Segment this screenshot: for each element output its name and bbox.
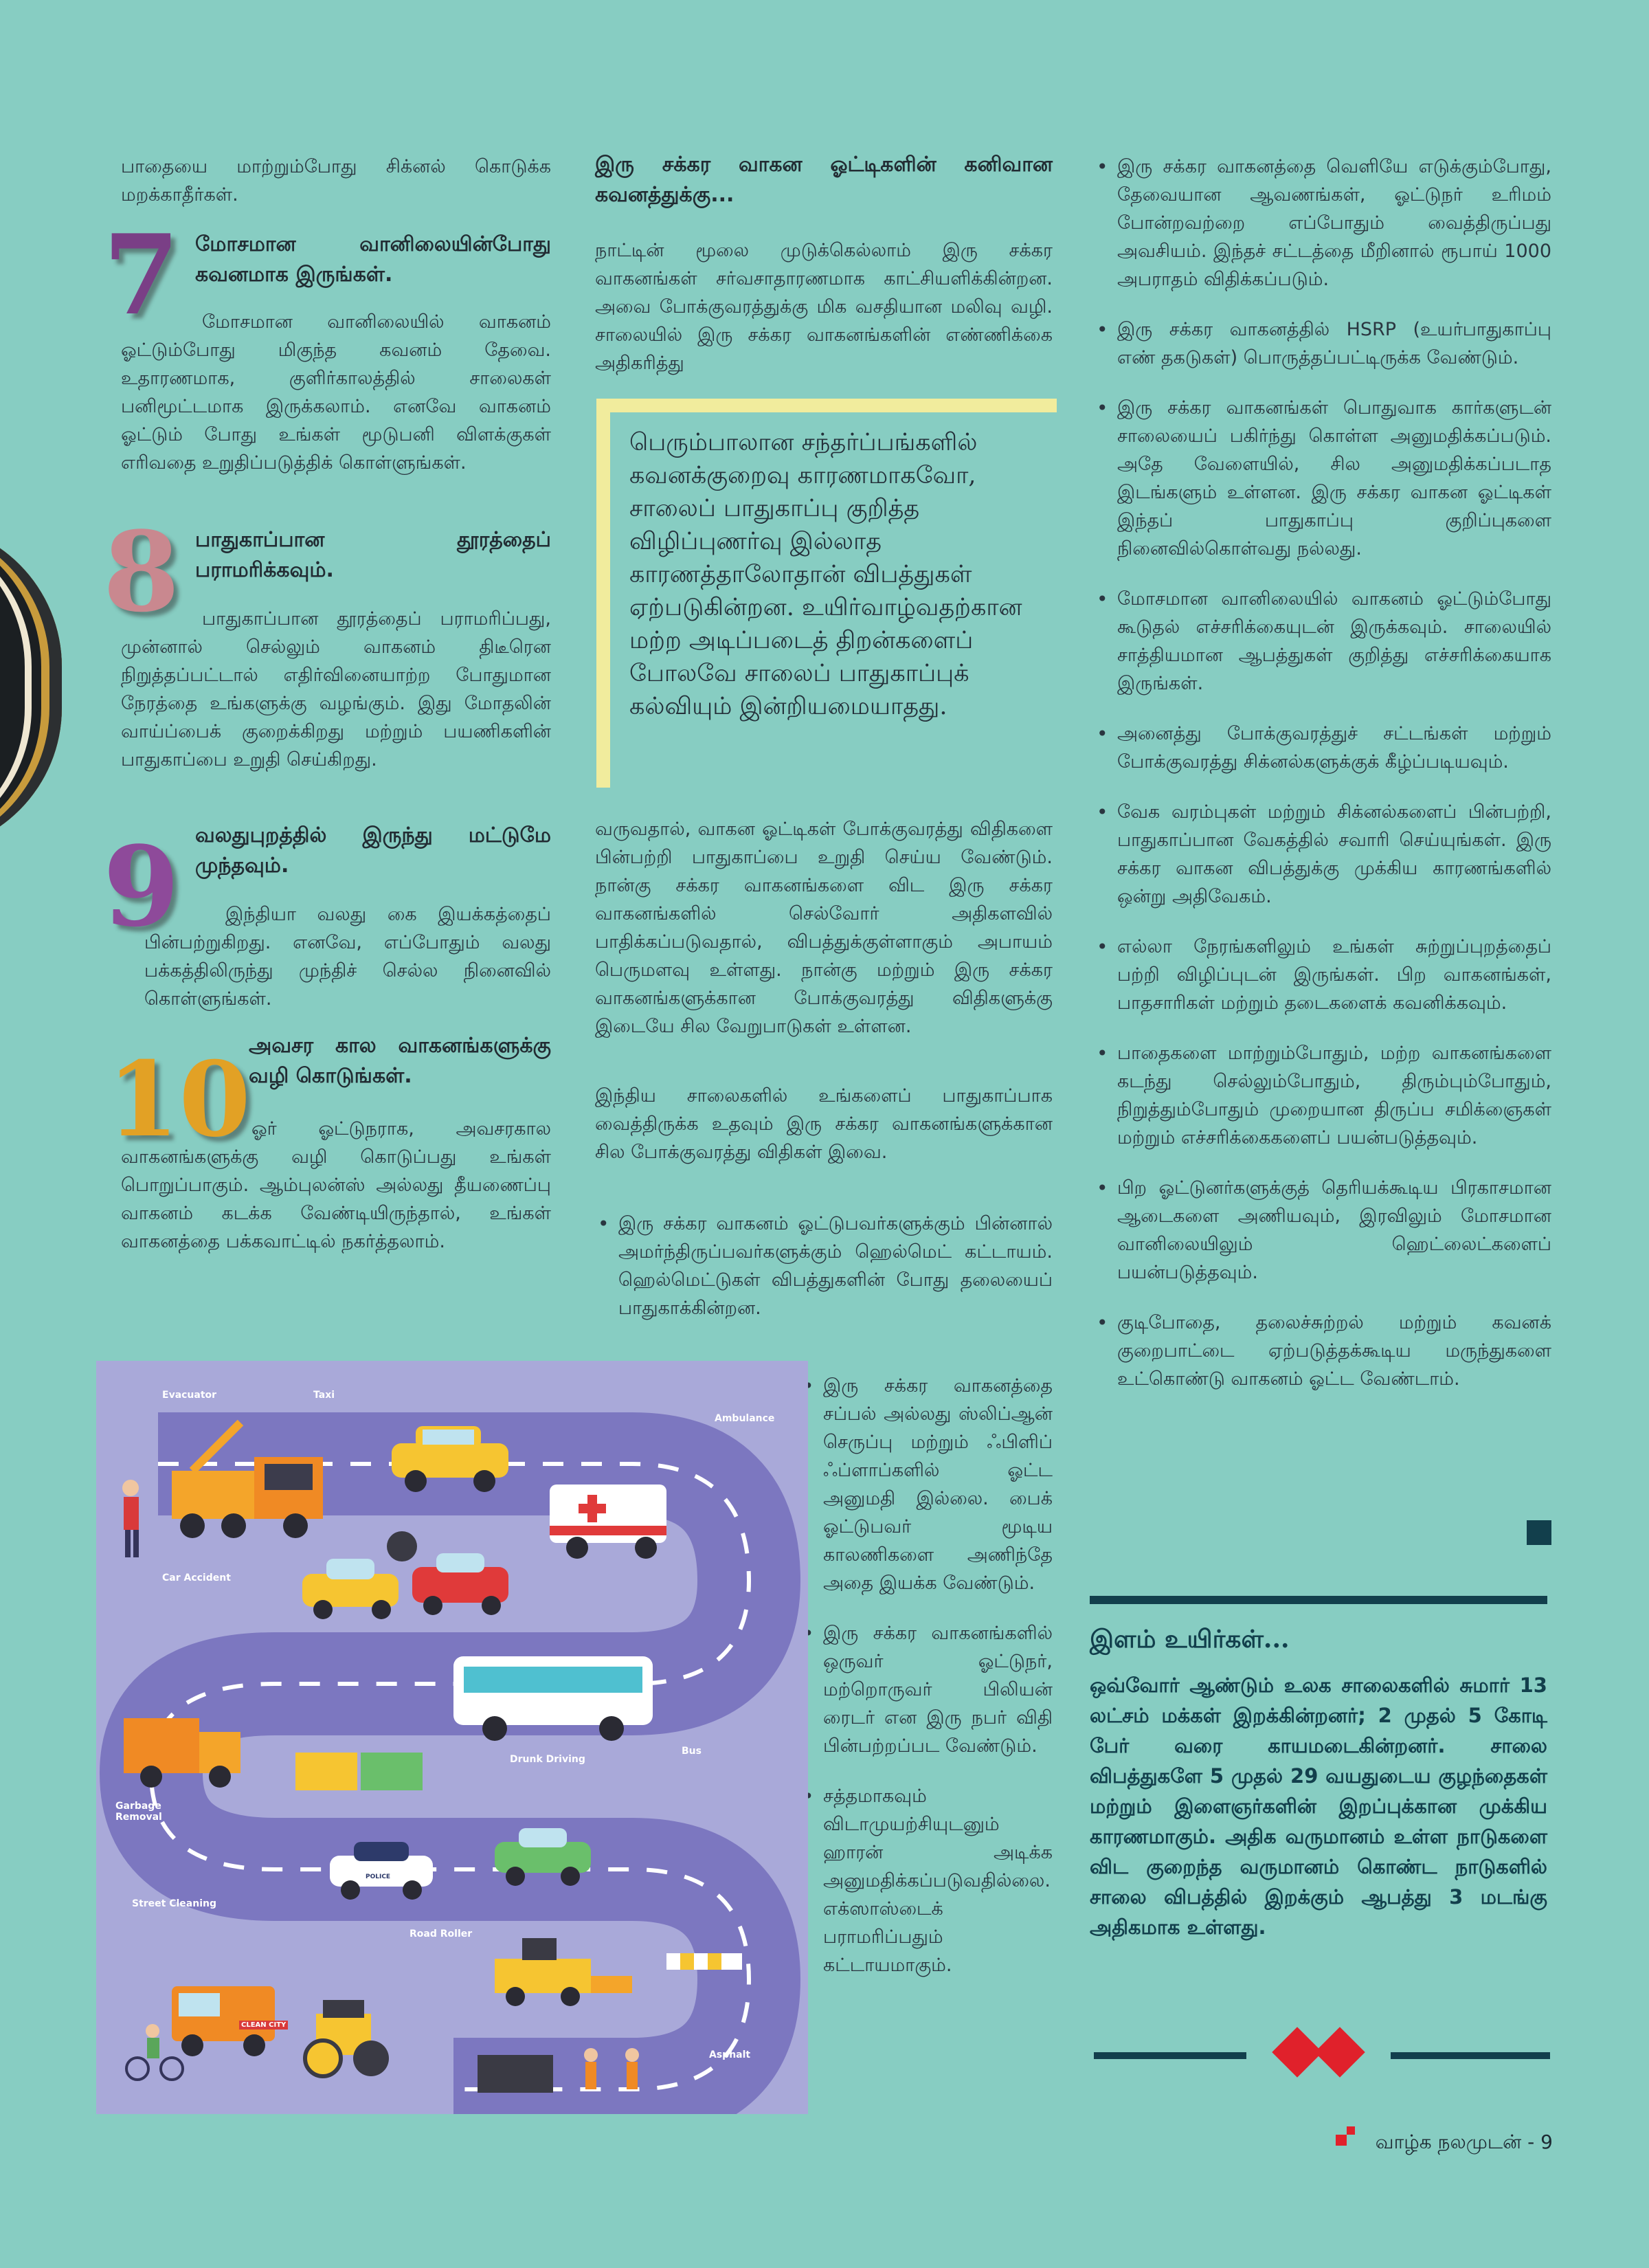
car-accident-icon xyxy=(302,1531,508,1619)
traffic-infographic xyxy=(96,1361,808,2114)
label-drunk-driving: Drunk Driving xyxy=(510,1754,585,1765)
col3-bullet: • இரு சக்கர வாகனங்கள் பொதுவாக கார்களுடன் சாலையைப் பகிர்ந்து கொள்ள அனுமதிக்கப்படும். அதே வேளையில், சில அனுமதிக்கப்படாத இடங்களும் உள்ளன. இரு சக்கர வாகன ஓட்டிகள் இந்தப் பாதுகாப்பு குறிப்புகளை நினைவில்கொள்வது நல்லது. xyxy=(1117,394,1551,563)
box-title: இளம் உயிர்கள்... xyxy=(1090,1625,1290,1654)
col2-bullet-list-narrow xyxy=(823,1372,1053,2001)
road-barrier-icon xyxy=(666,1953,742,1970)
item-9-paragraph: இந்தியா வலது கை இயக்கத்தைப் பின்பற்றுகிறது. எனவே, எப்போதும் வலது பக்கத்திலிருந்து முந்திச் செல்ல நினைவில் கொள்ளுங்கள். xyxy=(144,904,551,1010)
item-7-text xyxy=(121,308,551,477)
ornament-rule-left xyxy=(1094,2052,1246,2059)
col3-bullet: • இரு சக்கர வாகனத்தில் HSRP (உயர்பாதுகாப்பு எண் தகடுகள்) பொருத்தப்பட்டிருக்க வேண்டும். xyxy=(1117,315,1551,372)
label-garbage-removal: Garbage Removal xyxy=(115,1801,162,1823)
asphalt-paver-icon xyxy=(495,1938,632,2006)
garbage-bins-icon xyxy=(295,1753,423,1790)
road-roller-icon xyxy=(305,2000,389,2076)
asphalt-patch xyxy=(478,2055,553,2093)
number-7: 7 xyxy=(103,210,180,340)
col2-bullet: • சத்தமாகவும் விடாமுயற்சியுடனும் ஹாரன் அடிக்க அனுமதிக்கப்படுவதில்லை. எக்ஸாஸ்டைக் பராமரிப்பதும் கட்டாயமாகும். xyxy=(823,1782,1053,1979)
col3-bullet: • குடிபோதை, தலைச்சுற்றல் மற்றும் கவனக் குறைபாட்டை ஏற்படுத்தக்கூடிய மருந்துகளை உட்கொண்டு வாகனம் ஓட்ட வேண்டாம். xyxy=(1117,1309,1551,1393)
col2-bullet: • இரு சக்கர வாகனத்தை சப்பல் அல்லது ஸ்லிப்ஆன் செருப்பு மற்றும் ஃபிளிப் ஃப்ளாப்களில் ஓட்ட அனுமதி இல்லை. பைக் ஓட்டுபவர் மூடிய காலணிகளை அணிந்தே அதை இயக்க வேண்டும். xyxy=(823,1372,1053,1597)
col2-bullet: • இரு சக்கர வாகனம் ஓட்டுபவர்களுக்கும் பின்னால் அமர்ந்திருப்பவர்களுக்கும் ஹெல்மெட் கட்டாயம். ஹெல்மெட்டுகள் விபத்துகளின் போது தலையைப் பாதுகாக்கின்றன. xyxy=(618,1210,1053,1322)
number-8: 8 xyxy=(103,507,180,636)
ambulance-icon xyxy=(550,1485,666,1559)
diamond-icon xyxy=(1314,2027,1365,2078)
infographic-svg xyxy=(96,1361,808,2114)
col1-intro: பாதையை மாற்றும்போது சிக்னல் கொடுக்க மறக்காதீர்கள். xyxy=(121,156,551,205)
col3-bullet: • பாதைகளை மாற்றும்போதும், மற்ற வாகனங்களை கடந்து செல்லும்போதும், திரும்பும்போதும், நிறுத்தும்போதும் முறையான திருப்ப சமிக்ஞைகள் மற்றும் எச்சரிக்கைகளைப் பயன்படுத்தவும். xyxy=(1117,1039,1551,1152)
col2-para1: நாட்டின் மூலை முடுக்கெல்லாம் இரு சக்கர வாகனங்கள் சர்வசாதாரணமாக காட்சியளிக்கின்றன. அவை போக்குவரத்துக்கு மிக வசதியான மலிவு வழி. சாலையில் இரு சக்கர வாகனங்களின் எண்ணிக்கை அதிகரித்து xyxy=(595,240,1053,374)
end-mark-square xyxy=(1527,1520,1551,1545)
col2-bullet-list xyxy=(618,1210,1053,1344)
item-7-heading: மோசமான வானிலையின்போது கவனமாக இருங்கள். xyxy=(195,232,551,287)
item-10-text xyxy=(121,1115,551,1256)
item-8-heading: பாதுகாப்பான தூரத்தைப் பராமரிக்கவும். xyxy=(195,528,551,582)
col3-bullet: • எல்லா நேரங்களிலும் உங்கள் சுற்றுப்புறத்தைப் பற்றி விழிப்புடன் இருங்கள். பிற வாகனங்கள், பாதசாரிகள் மற்றும் தடைகளைக் கவனிக்கவும். xyxy=(1117,933,1551,1017)
box-top-rule xyxy=(1090,1596,1547,1604)
number-10: 10 xyxy=(107,1039,251,1160)
item-10-heading: அவசர கால வாகனங்களுக்கு வழி கொடுங்கள். xyxy=(249,1034,551,1088)
label-clean-city: CLEAN CITY xyxy=(239,2021,288,2030)
col2-para2: வருவதால், வாகன ஓட்டிகள் போக்குவரத்து விதிகளை பின்பற்றி பாதுகாப்பை உறுதி செய்ய வேண்டும். நான்கு சக்கர வாகனங்களை விட இரு சக்கர வாகனங்களில் செல்வோர் அதிகளவில் பாதிக்கப்படுவதால், விபத்துக்குள்ளாகும் அபாயம் பெருமளவு உள்ளது. நான்கு மற்றும் இரு சக்கர வாகனங்களுக்கான போக்குவரத்து விதிகளுக்கு இடையே சில வேறுபாடுகள் உள்ளன. xyxy=(595,819,1053,1037)
footer-mark-icon xyxy=(1347,2126,1355,2135)
col3-bullet: • இரு சக்கர வாகனத்தை வெளியே எடுக்கும்போது, தேவையான ஆவணங்கள், ஓட்டுநர் உரிமம் போன்றவற்றை எப்போதும் வைத்திருப்பது அவசியம். இந்தச் சட்டத்தை மீறினால் ரூபாய் 1000 அபராதம் விதிக்கப்படும். xyxy=(1117,153,1551,293)
col3-bullet-list xyxy=(1117,153,1551,1415)
item-8-text xyxy=(121,605,551,774)
label-taxi: Taxi xyxy=(313,1390,335,1401)
tire-image xyxy=(0,522,62,852)
pull-quote: பெரும்பாலான சந்தர்ப்பங்களில் கவனக்குறைவு காரணமாகவோ, சாலைப் பாதுகாப்பு குறித்த விழிப்புணர்வு இல்லாத காரணத்தாலோதான் விபத்துகள் ஏற்படுகின்றன. உயிர்வாழ்வதற்கான மற்ற அடிப்படைத் திறன்களைப் போலவே சாலைப் பாதுகாப்புக் கல்வியும் இன்றியமையாதது. xyxy=(629,429,1022,720)
col3-bullet: • பிற ஓட்டுனர்களுக்குத் தெரியக்கூடிய பிரகாசமான ஆடைகளை அணியவும், இரவிலும் மோசமான வானிலையிலும் ஹெட்லைட்களைப் பயன்படுத்தவும். xyxy=(1117,1174,1551,1287)
label-bus: Bus xyxy=(682,1746,702,1757)
label-street-cleaning: Street Cleaning xyxy=(132,1898,217,1909)
item-7-paragraph: மோசமான வானிலையில் வாகனம் ஓட்டும்போது மிகுந்த கவனம் தேவை. உதாரணமாக, குளிர்காலத்தில் சாலைகள் பனிமூட்டமாக இருக்கலாம். எனவே வாகனம் ஓட்டும் போது உங்கள் மூடுபனி விளக்குகள் எரிவதை உறுதிப்படுத்திக் கொள்ளுங்கள். xyxy=(121,311,551,474)
col2-para3: இந்திய சாலைகளில் உங்களைப் பாதுகாப்பாக வைத்திருக்க உதவும் இரு சக்கர வாகனங்களுக்கான சில போக்குவரத்து விதிகள் இவை. xyxy=(595,1085,1053,1163)
ornament-rule-right xyxy=(1391,2052,1550,2059)
label-road-roller: Road Roller xyxy=(410,1928,473,1939)
footer-mark-icon xyxy=(1336,2135,1347,2146)
col3-bullet: • மோசமான வானிலையில் வாகனம் ஓட்டும்போது கூடுதல் எச்சரிக்கையுடன் இருக்கவும். சாலையில் சாத்தியமான ஆபத்துகள் குறித்து எச்சரிக்கையாக இருங்கள். xyxy=(1117,585,1551,698)
item-10-paragraph: ஓர் ஓட்டுநராக, அவசரகால வாகனங்களுக்கு வழி கொடுப்பது உங்கள் பொறுப்பாகும். ஆம்புலன்ஸ் அல்லது தீயணைப்பு வாகனம் கடக்க வேண்டியிருந்தால், உங்கள் வாகனத்தை பக்கவாட்டில் நகர்த்தலாம். xyxy=(121,1118,551,1252)
item-9-text xyxy=(144,900,551,1013)
col3-bullet: • வேக வரம்புகள் மற்றும் சிக்னல்களைப் பின்பற்றி, பாதுகாப்பான வேகத்தில் சவாரி செய்யுங்கள். இரு சக்கர வாகன விபத்துக்கு முக்கிய காரணங்களில் ஒன்று அதிவேகம். xyxy=(1117,798,1551,911)
person-icon xyxy=(122,1480,139,1557)
box-text: ஒவ்வோர் ஆண்டும் உலக சாலைகளில் சுமார் 13 லட்சம் மக்கள் இறக்கின்றனர்; 2 முதல் 5 கோடி பேர் வரை காயமடைகின்றனர். சாலை விபத்துகளே 5 முதல் 29 வயதுடைய குழந்தைகள் மற்றும் இளைஞர்களின் இறப்புக்கான முக்கிய காரணமாகும். அதிக வருமானம் உள்ள நாடுகளை விட குறைந்த வருமானம் கொண்ட நாடுகளில் சாலை விபத்தில் இறக்கும் ஆபத்து 3 மடங்கு அதிகமாக உள்ளது. xyxy=(1090,1674,1547,1939)
label-police: POLICE xyxy=(366,1874,391,1880)
label-ambulance: Ambulance xyxy=(715,1413,775,1424)
two-wheeler-heading: இரு சக்கர வாகன ஓட்டிகளின் கனிவான கவனத்துக்கு... xyxy=(595,153,1053,207)
item-9-heading: வலதுபுறத்தில் இருந்து மட்டுமே முந்தவும். xyxy=(195,823,551,878)
col3-bullet: • அனைத்து போக்குவரத்துச் சட்டங்கள் மற்றும் போக்குவரத்து சிக்னல்களுக்குக் கீழ்ப்படியவும். xyxy=(1117,720,1551,776)
item-8-paragraph: பாதுகாப்பான தூரத்தைப் பராமரிப்பது, முன்னால் செல்லும் வாகனம் திடீரென நிறுத்தப்பட்டால் எதிர்வினையாற்ற போதுமான நேரத்தை உங்களுக்கு வழங்கும். இது மோதலின் வாய்ப்பைக் குறைக்கிறது மற்றும் பயணிகளின் பாதுகாப்பை உறுதி செய்கிறது. xyxy=(121,608,551,770)
label-car-accident: Car Accident xyxy=(162,1572,231,1583)
page-footer: வாழ்க நலமுடன் - 9 xyxy=(1375,2131,1553,2153)
col2-bullet: • இரு சக்கர வாகனங்களில் ஒருவர் ஓட்டுநர், மற்றொருவர் பிலியன் ரைடர் என இரு நபர் விதி பின்பற்றப்பட வேண்டும். xyxy=(823,1619,1053,1760)
number-9: 9 xyxy=(103,822,180,951)
label-asphalt: Asphalt xyxy=(709,2049,751,2060)
label-evacuator: Evacuator xyxy=(162,1390,217,1401)
